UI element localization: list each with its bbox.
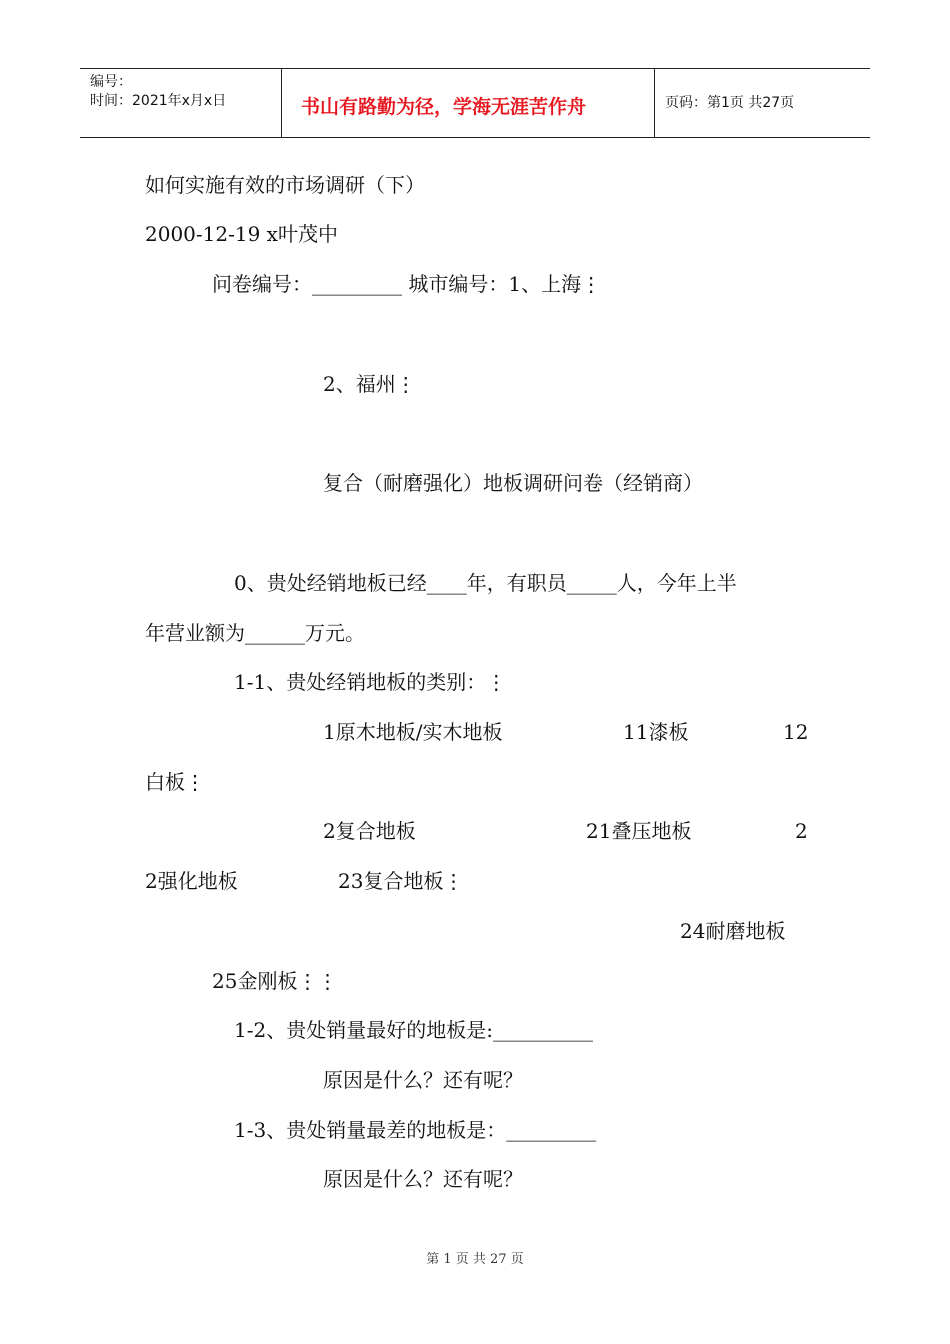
header-motto: 书山有路勤为径，学海无涯苦作舟 bbox=[301, 96, 587, 118]
header-divider bbox=[281, 69, 282, 137]
follow-up-question: 原因是什么？还有呢？ bbox=[323, 1167, 523, 1191]
follow-up-question: 原因是什么？还有呢？ bbox=[323, 1068, 523, 1092]
question-0: 0、贵处经销地板已经____年，有职员_____人，今年上半 bbox=[234, 571, 737, 595]
question-1-1: 1-1、贵处经销地板的类别：⋮ bbox=[234, 670, 507, 694]
option-item: 12 bbox=[783, 720, 809, 744]
question-1-3: 1-3、贵处销量最差的地板是：_________ bbox=[234, 1118, 597, 1142]
document-byline: 2000-12-19 x叶茂中 bbox=[145, 222, 338, 246]
option-item: 2 bbox=[795, 819, 808, 843]
header-divider bbox=[654, 69, 655, 137]
option-item: 11漆板 bbox=[623, 720, 689, 744]
option-item: 2强化地板 bbox=[145, 869, 238, 893]
questionnaire-number-line: 问卷编号：_________ 城市编号：1、上海⋮ bbox=[212, 272, 602, 296]
document-date: 时间：2021年x月x日 bbox=[90, 93, 227, 109]
page-footer: 第 1 页 共 27 页 bbox=[426, 1252, 524, 1267]
option-item: 白板⋮ bbox=[145, 770, 205, 794]
question-0-continued: 年营业额为______万元。 bbox=[145, 621, 365, 645]
option-item: 1原木地板/实木地板 bbox=[323, 720, 503, 744]
option-item: 2复合地板 bbox=[323, 819, 416, 843]
option-item: 21叠压地板 bbox=[586, 819, 692, 843]
option-item: 25金刚板⋮⋮ bbox=[212, 969, 338, 993]
question-1-2: 1-2、贵处销量最好的地板是:__________ bbox=[234, 1018, 593, 1042]
document-number-label: 编号： bbox=[90, 74, 132, 90]
city-option: 2、福州⋮ bbox=[323, 372, 416, 396]
header-page-info: 页码：第1页 共27页 bbox=[665, 95, 795, 111]
option-item: 23复合地板⋮ bbox=[338, 869, 464, 893]
option-item: 24耐磨地板 bbox=[680, 919, 786, 943]
document-title: 如何实施有效的市场调研（下） bbox=[145, 173, 425, 197]
page-header bbox=[80, 68, 870, 138]
questionnaire-title: 复合（耐磨强化）地板调研问卷（经销商） bbox=[323, 471, 703, 495]
